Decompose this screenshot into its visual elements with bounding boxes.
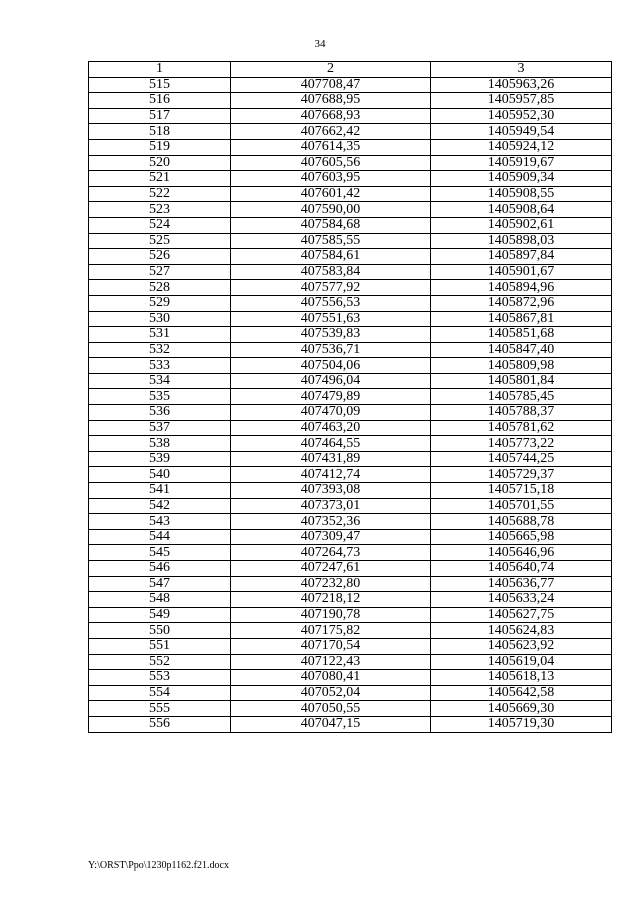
- x-coordinate-cell: 407556,53: [231, 295, 431, 311]
- x-coordinate-cell: 407577,92: [231, 280, 431, 296]
- point-number-cell: 553: [89, 670, 231, 686]
- table-row: [89, 436, 612, 452]
- y-coordinate-cell: 1405688,78: [431, 514, 612, 530]
- table-row: [89, 654, 612, 670]
- y-coordinate-cell: 1405908,64: [431, 202, 612, 218]
- table-row: [89, 233, 612, 249]
- x-coordinate-cell: 407504,06: [231, 358, 431, 374]
- point-number-cell: 517: [89, 108, 231, 124]
- y-coordinate-cell: 1405909,34: [431, 171, 612, 187]
- point-number-cell: 520: [89, 155, 231, 171]
- y-coordinate-cell: 1405669,30: [431, 701, 612, 717]
- y-coordinate-cell: 1405894,96: [431, 280, 612, 296]
- point-number-cell: 534: [89, 373, 231, 389]
- point-number-cell: 528: [89, 280, 231, 296]
- x-coordinate-cell: 407688,95: [231, 93, 431, 109]
- point-number-cell: 538: [89, 436, 231, 452]
- y-coordinate-cell: 1405851,68: [431, 327, 612, 343]
- point-number-cell: 518: [89, 124, 231, 140]
- x-coordinate-cell: 407590,00: [231, 202, 431, 218]
- column-header: 2: [231, 62, 431, 78]
- table-row: [89, 420, 612, 436]
- table-row: [89, 373, 612, 389]
- table-row: [89, 124, 612, 140]
- x-coordinate-cell: 407662,42: [231, 124, 431, 140]
- table-row: [89, 405, 612, 421]
- point-number-cell: 521: [89, 171, 231, 187]
- x-coordinate-cell: 407218,12: [231, 592, 431, 608]
- table-row: [89, 545, 612, 561]
- point-number-cell: 548: [89, 592, 231, 608]
- table-header-row: [89, 62, 612, 78]
- table-row: [89, 638, 612, 654]
- point-number-cell: 524: [89, 217, 231, 233]
- point-number-cell: 531: [89, 327, 231, 343]
- table-row: [89, 186, 612, 202]
- x-coordinate-cell: 407603,95: [231, 171, 431, 187]
- y-coordinate-cell: 1405924,12: [431, 139, 612, 155]
- y-coordinate-cell: 1405633,24: [431, 592, 612, 608]
- table-row: [89, 451, 612, 467]
- x-coordinate-cell: 407479,89: [231, 389, 431, 405]
- column-header: 1: [89, 62, 231, 78]
- table-row: [89, 514, 612, 530]
- x-coordinate-cell: 407170,54: [231, 638, 431, 654]
- table-row: [89, 249, 612, 265]
- point-number-cell: 529: [89, 295, 231, 311]
- point-number-cell: 525: [89, 233, 231, 249]
- point-number-cell: 543: [89, 514, 231, 530]
- point-number-cell: 522: [89, 186, 231, 202]
- x-coordinate-cell: 407412,74: [231, 467, 431, 483]
- y-coordinate-cell: 1405744,25: [431, 451, 612, 467]
- x-coordinate-cell: 407175,82: [231, 623, 431, 639]
- y-coordinate-cell: 1405642,58: [431, 685, 612, 701]
- y-coordinate-cell: 1405919,67: [431, 155, 612, 171]
- x-coordinate-cell: 407247,61: [231, 561, 431, 577]
- x-coordinate-cell: 407309,47: [231, 529, 431, 545]
- y-coordinate-cell: 1405872,96: [431, 295, 612, 311]
- y-coordinate-cell: 1405640,74: [431, 561, 612, 577]
- x-coordinate-cell: 407122,43: [231, 654, 431, 670]
- point-number-cell: 516: [89, 93, 231, 109]
- point-number-cell: 539: [89, 451, 231, 467]
- table-row: [89, 623, 612, 639]
- table-row: [89, 716, 612, 732]
- x-coordinate-cell: 407614,35: [231, 139, 431, 155]
- x-coordinate-cell: 407539,83: [231, 327, 431, 343]
- point-number-cell: 549: [89, 607, 231, 623]
- y-coordinate-cell: 1405719,30: [431, 716, 612, 732]
- y-coordinate-cell: 1405627,75: [431, 607, 612, 623]
- table-row: [89, 155, 612, 171]
- point-number-cell: 556: [89, 716, 231, 732]
- point-number-cell: 526: [89, 249, 231, 265]
- y-coordinate-cell: 1405636,77: [431, 576, 612, 592]
- y-coordinate-cell: 1405701,55: [431, 498, 612, 514]
- x-coordinate-cell: 407496,04: [231, 373, 431, 389]
- y-coordinate-cell: 1405902,61: [431, 217, 612, 233]
- table-row: [89, 561, 612, 577]
- table-row: [89, 483, 612, 499]
- y-coordinate-cell: 1405729,37: [431, 467, 612, 483]
- point-number-cell: 535: [89, 389, 231, 405]
- x-coordinate-cell: 407047,15: [231, 716, 431, 732]
- y-coordinate-cell: 1405847,40: [431, 342, 612, 358]
- table-row: [89, 139, 612, 155]
- table-row: [89, 93, 612, 109]
- table-body: [89, 77, 612, 732]
- table-row: [89, 529, 612, 545]
- table-row: [89, 467, 612, 483]
- point-number-cell: 527: [89, 264, 231, 280]
- x-coordinate-cell: 407584,68: [231, 217, 431, 233]
- point-number-cell: 540: [89, 467, 231, 483]
- x-coordinate-cell: 407605,56: [231, 155, 431, 171]
- x-coordinate-cell: 407373,01: [231, 498, 431, 514]
- table-row: [89, 311, 612, 327]
- point-number-cell: 554: [89, 685, 231, 701]
- y-coordinate-cell: 1405624,83: [431, 623, 612, 639]
- x-coordinate-cell: 407536,71: [231, 342, 431, 358]
- x-coordinate-cell: 407463,20: [231, 420, 431, 436]
- y-coordinate-cell: 1405785,45: [431, 389, 612, 405]
- table-row: [89, 77, 612, 93]
- point-number-cell: 532: [89, 342, 231, 358]
- x-coordinate-cell: 407050,55: [231, 701, 431, 717]
- x-coordinate-cell: 407551,63: [231, 311, 431, 327]
- point-number-cell: 530: [89, 311, 231, 327]
- x-coordinate-cell: 407052,04: [231, 685, 431, 701]
- y-coordinate-cell: 1405646,96: [431, 545, 612, 561]
- y-coordinate-cell: 1405801,84: [431, 373, 612, 389]
- y-coordinate-cell: 1405908,55: [431, 186, 612, 202]
- x-coordinate-cell: 407264,73: [231, 545, 431, 561]
- table-row: [89, 280, 612, 296]
- x-coordinate-cell: 407584,61: [231, 249, 431, 265]
- x-coordinate-cell: 407470,09: [231, 405, 431, 421]
- table-row: [89, 217, 612, 233]
- table-row: [89, 202, 612, 218]
- point-number-cell: 533: [89, 358, 231, 374]
- table-row: [89, 389, 612, 405]
- column-header: 3: [431, 62, 612, 78]
- point-number-cell: 547: [89, 576, 231, 592]
- y-coordinate-cell: 1405809,98: [431, 358, 612, 374]
- x-coordinate-cell: 407190,78: [231, 607, 431, 623]
- y-coordinate-cell: 1405781,62: [431, 420, 612, 436]
- point-number-cell: 544: [89, 529, 231, 545]
- y-coordinate-cell: 1405665,98: [431, 529, 612, 545]
- table-row: [89, 498, 612, 514]
- point-number-cell: 523: [89, 202, 231, 218]
- table-row: [89, 607, 612, 623]
- table-row: [89, 358, 612, 374]
- page-number: 34: [314, 38, 326, 50]
- x-coordinate-cell: 407464,55: [231, 436, 431, 452]
- point-number-cell: 555: [89, 701, 231, 717]
- y-coordinate-cell: 1405949,54: [431, 124, 612, 140]
- point-number-cell: 552: [89, 654, 231, 670]
- x-coordinate-cell: 407352,36: [231, 514, 431, 530]
- point-number-cell: 546: [89, 561, 231, 577]
- y-coordinate-cell: 1405619,04: [431, 654, 612, 670]
- point-number-cell: 551: [89, 638, 231, 654]
- table-row: [89, 171, 612, 187]
- x-coordinate-cell: 407585,55: [231, 233, 431, 249]
- y-coordinate-cell: 1405898,03: [431, 233, 612, 249]
- point-number-cell: 519: [89, 139, 231, 155]
- point-number-cell: 541: [89, 483, 231, 499]
- table-row: [89, 295, 612, 311]
- table-row: [89, 670, 612, 686]
- y-coordinate-cell: 1405963,26: [431, 77, 612, 93]
- y-coordinate-cell: 1405788,37: [431, 405, 612, 421]
- y-coordinate-cell: 1405957,85: [431, 93, 612, 109]
- table-row: [89, 576, 612, 592]
- y-coordinate-cell: 1405623,92: [431, 638, 612, 654]
- y-coordinate-cell: 1405618,13: [431, 670, 612, 686]
- y-coordinate-cell: 1405952,30: [431, 108, 612, 124]
- footer-file-path: Y:\ORST\Ppo\1230p1162.f21.docx: [88, 860, 229, 871]
- x-coordinate-cell: 407393,08: [231, 483, 431, 499]
- x-coordinate-cell: 407080,41: [231, 670, 431, 686]
- x-coordinate-cell: 407668,93: [231, 108, 431, 124]
- x-coordinate-cell: 407431,89: [231, 451, 431, 467]
- point-number-cell: 545: [89, 545, 231, 561]
- y-coordinate-cell: 1405897,84: [431, 249, 612, 265]
- x-coordinate-cell: 407601,42: [231, 186, 431, 202]
- x-coordinate-cell: 407232,80: [231, 576, 431, 592]
- table-row: [89, 342, 612, 358]
- point-number-cell: 542: [89, 498, 231, 514]
- y-coordinate-cell: 1405901,67: [431, 264, 612, 280]
- point-number-cell: 537: [89, 420, 231, 436]
- y-coordinate-cell: 1405867,81: [431, 311, 612, 327]
- table-row: [89, 592, 612, 608]
- table-row: [89, 701, 612, 717]
- point-number-cell: 536: [89, 405, 231, 421]
- coordinates-table: [88, 61, 612, 733]
- y-coordinate-cell: 1405773,22: [431, 436, 612, 452]
- table-row: [89, 264, 612, 280]
- y-coordinate-cell: 1405715,18: [431, 483, 612, 499]
- table-row: [89, 108, 612, 124]
- point-number-cell: 515: [89, 77, 231, 93]
- x-coordinate-cell: 407583,84: [231, 264, 431, 280]
- table-row: [89, 327, 612, 343]
- x-coordinate-cell: 407708,47: [231, 77, 431, 93]
- table-row: [89, 685, 612, 701]
- point-number-cell: 550: [89, 623, 231, 639]
